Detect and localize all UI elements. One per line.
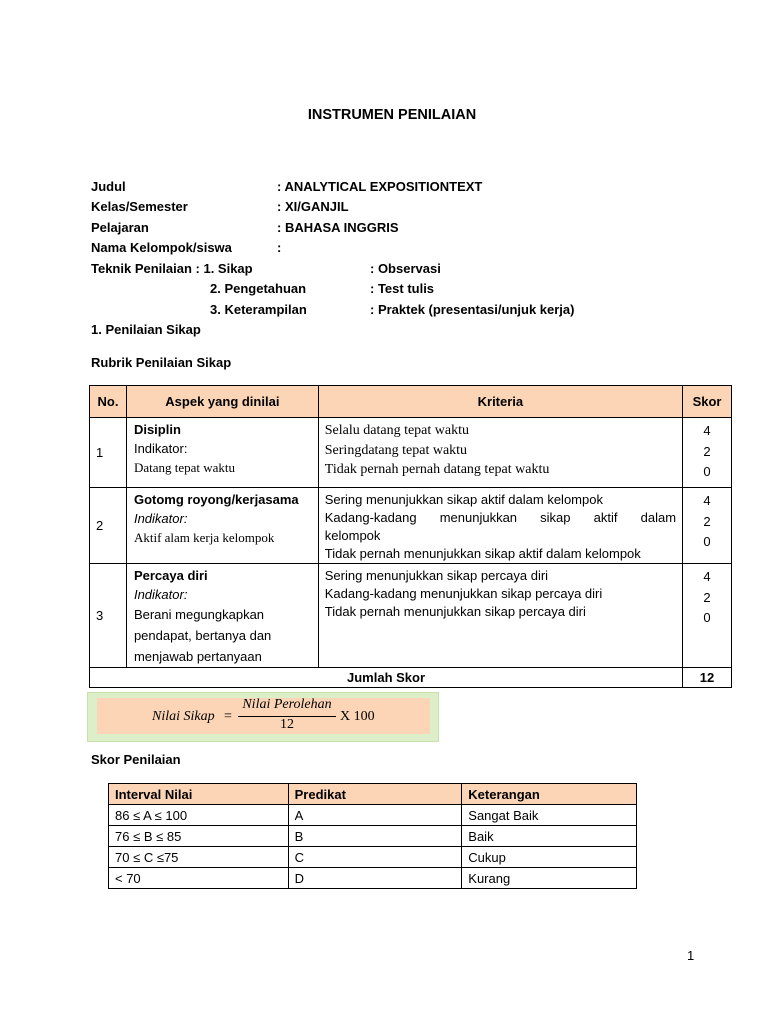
table-cell: B <box>288 826 462 847</box>
table-cell: 70 ≤ C ≤75 <box>109 847 289 868</box>
info-value: : ANALYTICAL EXPOSITIONTEXT <box>277 179 483 194</box>
row-number: 2 <box>90 488 127 564</box>
formula-multiplier: X 100 <box>340 709 375 724</box>
criteria-line: Kadang-kadang menunjukkan sikap percaya diri <box>324 586 603 601</box>
row-number: 3 <box>90 564 127 668</box>
score-value: 0 <box>703 534 711 549</box>
criteria-line: Sering menunjukkan sikap aktif dalam kelompok <box>324 492 603 507</box>
page-number: 1 <box>687 948 695 963</box>
score-cell <box>683 418 732 488</box>
table-cell: Sangat Baik <box>462 805 637 826</box>
score-value: 4 <box>703 423 711 438</box>
score-value: 2 <box>703 513 711 529</box>
rubric-table <box>89 385 732 688</box>
total-value: 12 <box>683 668 732 688</box>
criteria-line: kelompok <box>324 528 381 543</box>
indicator-label: Indikator: <box>133 511 188 526</box>
table-cell: < 70 <box>109 868 289 889</box>
table-header-row <box>90 386 732 418</box>
score-value: 2 <box>703 589 711 605</box>
indicator-detail: Berani megungkapkan <box>133 607 265 622</box>
skor-title: Skor Penilaian <box>91 752 181 767</box>
section-heading: 1. Penilaian Sikap <box>91 322 201 337</box>
column-header: Keterangan <box>462 784 637 805</box>
table-header-row <box>109 784 637 805</box>
info-label: Kelas/Semester <box>91 199 188 214</box>
table-row <box>90 488 732 564</box>
aspect-cell <box>126 418 318 488</box>
formula-equals: = <box>224 709 232 724</box>
page-title: INSTRUMEN PENILAIAN <box>307 107 477 123</box>
formula-denominator: 12 <box>280 717 294 732</box>
criteria-line: Seringdatang tepat waktu <box>324 442 468 458</box>
info-value: : BAHASA INGGRIS <box>277 220 399 235</box>
table-row <box>90 564 732 668</box>
score-value: 0 <box>703 610 711 625</box>
aspect-title: Disiplin <box>133 422 181 437</box>
table-row <box>109 847 637 868</box>
score-cell <box>683 488 732 564</box>
table-cell: D <box>288 868 462 889</box>
criteria-line: Tidak pernah menunjukkan sikap aktif dalam kelompok <box>324 546 641 561</box>
criteria-line: Kadang-kadang menunjukkan sikap aktif dalam <box>324 510 677 525</box>
formula-numerator: Nilai Perolehan <box>242 697 332 712</box>
indicator-label: Indikator: <box>133 587 188 602</box>
criteria-cell <box>318 418 682 488</box>
table-cell: C <box>288 847 462 868</box>
formula-box <box>87 692 439 742</box>
table-row <box>109 826 637 847</box>
row-number: 1 <box>90 418 127 488</box>
criteria-line: Tidak pernah menunjukkan sikap percaya diri <box>324 604 586 619</box>
info-label: Judul <box>91 179 126 194</box>
score-value: 2 <box>703 443 711 459</box>
teknik-label: Teknik Penilaian : 1. Sikap <box>91 261 253 276</box>
teknik-value-3: : Praktek (presentasi/unjuk kerja) <box>370 302 575 317</box>
score-value: 0 <box>703 464 711 479</box>
indicator-detail: pendapat, bertanya dan <box>133 628 272 643</box>
teknik-value-1: : Observasi <box>370 261 441 276</box>
info-value: : <box>277 240 282 255</box>
table-cell: 76 ≤ B ≤ 85 <box>109 826 289 847</box>
indicator-detail: Datang tepat waktu <box>133 460 236 475</box>
indicator-detail: menjawab pertanyaan <box>133 649 262 664</box>
column-header: No. <box>90 386 127 418</box>
table-cell: Baik <box>462 826 637 847</box>
formula <box>97 698 430 734</box>
aspect-cell <box>126 488 318 564</box>
rubric-title: Rubrik Penilaian Sikap <box>91 355 232 370</box>
info-value: : XI/GANJIL <box>277 199 349 214</box>
criteria-cell <box>318 488 682 564</box>
score-range-table <box>108 783 637 889</box>
score-value: 4 <box>703 569 711 584</box>
column-header: Predikat <box>288 784 462 805</box>
teknik-item-3: 3. Keterampilan <box>210 302 307 317</box>
indicator-detail: Aktif alam kerja kelompok <box>133 530 275 545</box>
column-header: Skor <box>683 386 732 418</box>
teknik-value-2: : Test tulis <box>370 281 435 296</box>
table-cell: Cukup <box>462 847 637 868</box>
column-header: Aspek yang dinilai <box>126 386 318 418</box>
criteria-line: Tidak pernah pernah datang tepat waktu <box>324 462 550 477</box>
formula-lhs: Nilai Sikap <box>152 709 215 724</box>
table-cell: 86 ≤ A ≤ 100 <box>109 805 289 826</box>
criteria-line: Sering menunjukkan sikap percaya diri <box>324 568 549 583</box>
score-cell <box>683 564 732 668</box>
table-cell: A <box>288 805 462 826</box>
info-label: Nama Kelompok/siswa <box>91 240 232 255</box>
table-row <box>90 418 732 488</box>
info-label: Pelajaran <box>91 220 149 235</box>
aspect-title: Gotomg royong/kerjasama <box>133 492 299 507</box>
indicator-label: Indikator: <box>133 441 188 456</box>
aspect-cell <box>126 564 318 668</box>
table-cell: Kurang <box>462 868 637 889</box>
column-header: Interval Nilai <box>109 784 289 805</box>
total-row <box>90 668 732 688</box>
score-value: 4 <box>703 493 711 508</box>
column-header: Kriteria <box>318 386 682 418</box>
criteria-cell <box>318 564 682 668</box>
aspect-title: Percaya diri <box>133 568 208 583</box>
teknik-item-2: 2. Pengetahuan <box>210 281 307 296</box>
criteria-line: Selalu datang tepat waktu <box>324 423 469 438</box>
total-label: Jumlah Skor <box>90 668 683 688</box>
table-row <box>109 868 637 889</box>
table-row <box>109 805 637 826</box>
